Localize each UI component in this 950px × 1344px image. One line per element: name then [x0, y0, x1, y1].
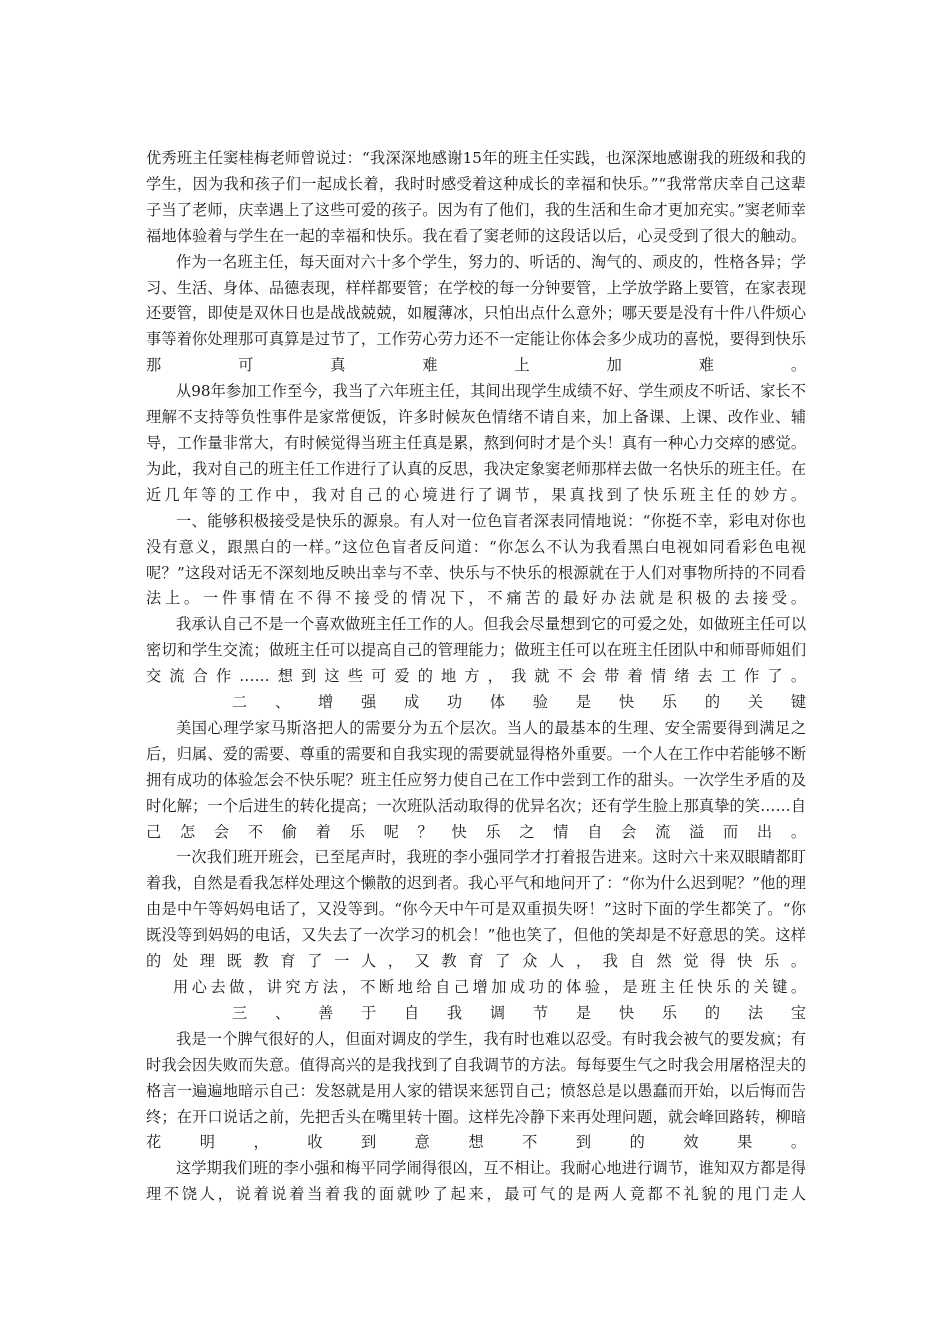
paragraph-reflection: 从98年参加工作至今，我当了六年班主任，其间出现学生成绩不好、学生顽皮不听话、家长不理解不支持等负性事件是家常便饭，许多时候灰色情绪不请自来，加上备课、上课、改作业、辅导，工作量非常大，有时候觉得当班主任真是累，熬到何时才是个头！真有一种心力交瘁的感觉。为此，我对自己的班主任工作进行了认真的反思，我决定象窦老师那样去做一名快乐的班主任。在近几年等的工作中，我对自己的心境进行了调节，果真找到了快乐班主任的妙方。: [146, 382, 806, 504]
paragraph-conflict: 这学期我们班的李小强和梅平同学闹得很凶，互不相让。我耐心地进行调节，谁知双方都是得理不饶人，说着说着当着我的面就吵了起来，最可气的是两人竟都不礼貌的甩门走人: [146, 1159, 806, 1204]
section-heading-two: 二、增强成功体验是快乐的关键: [232, 693, 806, 712]
document-page: [146, 146, 806, 1208]
paragraph-maslow: 美国心理学家马斯洛把人的需要分为五个层次。当人的最基本的生理、安全需要得到满足之后，归属、爱的需要、尊重的需要和自我实现的需要就显得格外重要。一个人在工作中若能够不断拥有成功的体验怎会不快乐呢？班主任应努力使自己在工作中尝到工作的甜头。一次学生矛盾的及时化解；一个后进生的转化提高；一次班队活动取得的优异名次；还有学生脸上那真挚的笑……自己怎会不偷着乐呢？快乐之情自会流溢而出。: [146, 718, 806, 841]
paragraph-daily-work: 作为一名班主任，每天面对六十多个学生，努力的、听话的、淘气的、顽皮的，性格各异；学习、生活、身体、品德表现，样样都要管；在学校的每一分钟要管，上学放学路上要管，在家表现还要管，即使是双休日也是战战兢兢，如履薄冰，只怕出点什么意外；哪天要是没有十件八件烦心事等着你处理那可真算是过节了，工作劳心劳力还不一定能让你体会多少成功的喜悦，要得到快乐那可真难上加难。: [146, 252, 806, 375]
paragraph-self-regulation: 我是一个脾气很好的人，但面对调皮的学生，我有时也难以忍受。有时我会被气的要发疯；有时我会因失败而失意。值得高兴的是我找到了自我调节的方法。每每要生气之时我会用屠格涅夫的格言一遍遍地暗示自己：发怒就是用人家的错误来惩罚自己；愤怒总是以愚蠢而开始，以后悔而告终；在开口说话之前，先把舌头在嘴里转十圈。这样先冷静下来再处理问题，就会峰回路转，柳暗花明，收到意想不到的效果。: [146, 1029, 806, 1152]
paragraph-intro: 优秀班主任窦桂梅老师曾说过：“我深深地感谢15年的班主任实践，也深深地感谢我的班级和我的学生，因为我和孩子们一起成长着，我时时感受着这种成长的幸福和快乐。”“我常常庆幸自己这辈子当了老师，庆幸遇上了这些可爱的孩子。因为有了他们，我的生活和生命才更加充实。”窦老师幸福地体验着与学生在一起的幸福和快乐。我在看了窦老师的这段话以后，心灵受到了很大的触动。: [146, 149, 806, 245]
paragraph-acceptance: 我承认自己不是一个喜欢做班主任工作的人。但我会尽量想到它的可爱之处，如做班主任可以密切和学生交流；做班主任可以提高自己的管理能力；做班主任可以在班主任团队中和师哥师姐们交流合作……想到这些可爱的地方，我就不会带着情绪去工作了。: [146, 615, 806, 686]
section-heading-three: 三、善于自我调节是快乐的法宝: [232, 1003, 806, 1022]
paragraph-key-summary: 用心去做，讲究方法，不断地给自己增加成功的体验，是班主任快乐的关键。: [173, 978, 806, 996]
paragraph-section-one: 一、能够积极接受是快乐的源泉。有人对一位色盲者深表同情地说：“你挺不幸，彩电对你也没有意义，跟黑白的一样。”这位色盲者反问道：“你怎么不认为我看黑白电视如同看彩色电视呢？”这段对话无不深刻地反映出幸与不幸、快乐与不快乐的根源就在于人们对事物所持的不同看法上。一件事情在不得不接受的情况下，不痛苦的最好办法就是积极的去接受。: [146, 511, 806, 608]
paragraph-class-meeting: 一次我们班开班会，已至尾声时，我班的李小强同学才打着报告进来。这时六十来双眼睛都盯着我，自然是看我怎样处理这个懒散的迟到者。我心平气和地问开了：“你为什么迟到呢？”他的理由是中午等妈妈电话了，又没等到。“你今天中午可是双重损失呀！”这时下面的学生都笑了。“你既没等到妈妈的电话，又失去了一次学习的机会！”他也笑了，但他的笑却是不好意思的笑。这样的处理既教育了一人，又教育了众人，我自然觉得快乐。: [146, 848, 806, 971]
